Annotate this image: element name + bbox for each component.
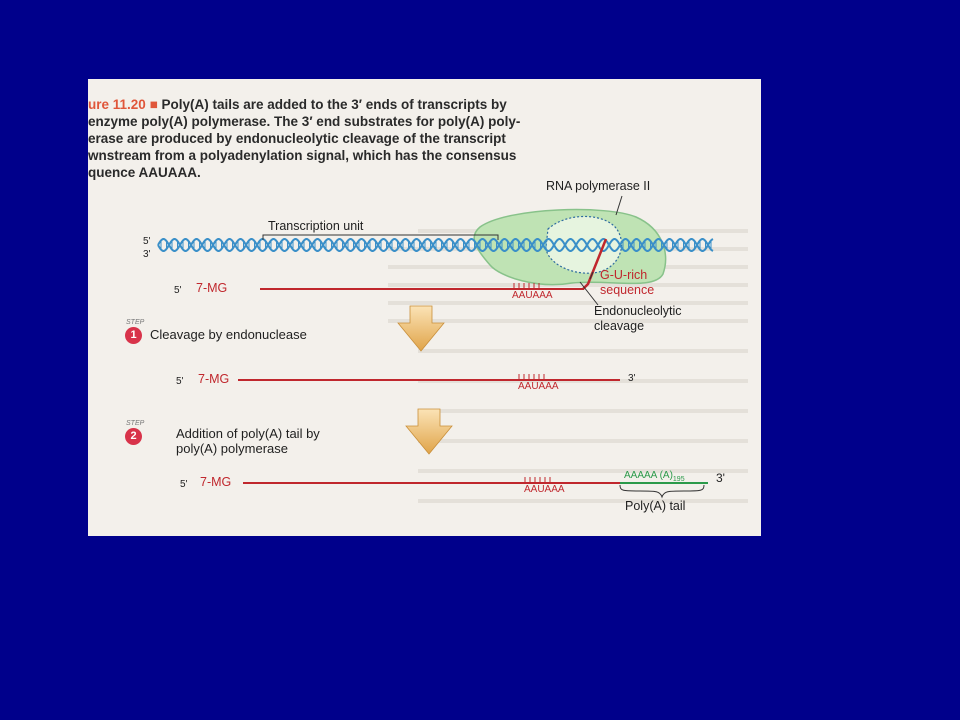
rna3-five-prime: 5' bbox=[180, 479, 188, 490]
gu-rich-label-2: sequence bbox=[600, 283, 655, 297]
step-1-badge: 1 bbox=[125, 327, 142, 344]
poly-a-brace bbox=[620, 485, 704, 497]
dna-three-prime-label: 3' bbox=[143, 249, 151, 260]
dna-base-pairs bbox=[161, 240, 711, 249]
transcription-unit-label: Transcription unit bbox=[268, 219, 364, 233]
step-2-badge: 2 bbox=[125, 428, 142, 445]
textbook-figure bbox=[88, 79, 761, 536]
square-bullet-icon: ■ bbox=[149, 97, 158, 112]
rna2-five-prime: 5' bbox=[176, 376, 184, 387]
rna1-five-prime: 5' bbox=[174, 285, 182, 296]
gu-rich-label-1: G-U-rich bbox=[600, 268, 648, 282]
rna2-cap-label: 7-MG bbox=[198, 372, 230, 386]
rna3-cap-label: 7-MG bbox=[200, 475, 232, 489]
endonucleolytic-label-1: Endonucleolytic bbox=[594, 304, 682, 318]
rna1-signal-label: AAUAAA bbox=[512, 290, 553, 301]
poly-a-sequence-text: AAAAA (A) bbox=[624, 470, 673, 481]
step-1-word: STEP bbox=[126, 319, 145, 326]
endonucleolytic-label-2: cleavage bbox=[594, 319, 645, 333]
step-1-text: Cleavage by endonuclease bbox=[150, 327, 307, 342]
rna-polymerase-label: RNA polymerase II bbox=[546, 179, 651, 193]
caption-line-5: quence AAUAAA. bbox=[88, 165, 201, 180]
caption-line-2: enzyme poly(A) polymerase. The 3′ end substrates for poly(A) poly- bbox=[88, 114, 521, 129]
process-arrow-2 bbox=[406, 409, 452, 454]
rna3-signal-label: AAUAAA bbox=[524, 484, 565, 495]
process-arrow-1 bbox=[398, 306, 444, 351]
caption-line-3: erase are produced by endonucleolytic cleavage of the transcript bbox=[88, 131, 506, 146]
poly-a-tail-label: Poly(A) tail bbox=[625, 499, 686, 513]
caption-text-1: Poly(A) tails are added to the 3′ ends of transcripts by bbox=[161, 97, 507, 112]
dna-five-prime-label: 5' bbox=[143, 236, 151, 247]
step-2-word: STEP bbox=[126, 420, 145, 427]
caption-line-1 bbox=[88, 97, 507, 112]
poly-a-length: 195 bbox=[672, 476, 685, 483]
rna1-cap-label: 7-MG bbox=[196, 281, 228, 295]
figure-number: ure 11.20 bbox=[88, 97, 146, 112]
step-2-text-1: Addition of poly(A) tail by bbox=[176, 426, 320, 441]
caption-line-4: wnstream from a polyadenylation signal, which has the consensus bbox=[88, 148, 517, 163]
step-2-text-2: poly(A) polymerase bbox=[176, 441, 288, 456]
poly-a-sequence-label bbox=[624, 470, 685, 483]
rna2-three-prime: 3' bbox=[628, 373, 636, 384]
rna2-signal-label: AAUAAA bbox=[518, 381, 559, 392]
rna3-three-prime: 3' bbox=[716, 471, 725, 485]
